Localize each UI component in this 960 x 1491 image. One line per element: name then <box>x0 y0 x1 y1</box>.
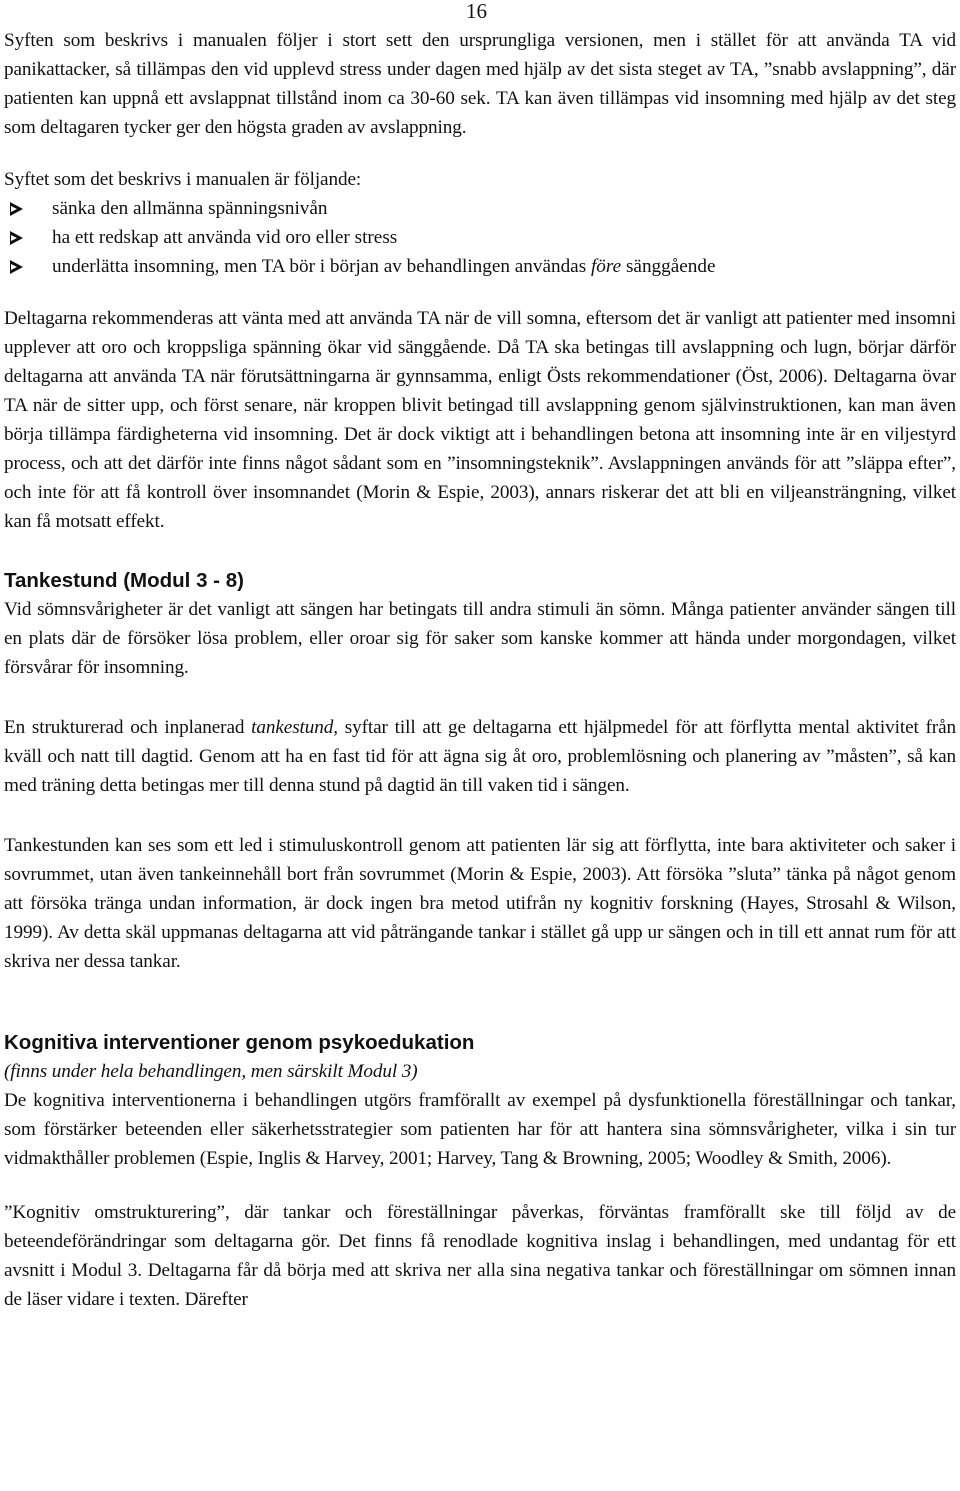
purpose-list <box>4 194 956 281</box>
subtitle-kognitiva: (finns under hela behandlingen, men särskilt Modul 3) <box>4 1061 418 1082</box>
paragraph-sleep-difficulties: Vid sömnsvårigheter är det vanligt att sängen har betingats till andra stimuli än sömn. Många patienter använder sängen till en plats där de försöker lösa problem, eller oroar sig för saker som kanske kommer att hända under morgondagen, vilket försvårar för insomning. <box>4 599 956 678</box>
paragraph-cognitive-interventions: De kognitiva interventionerna i behandlingen utgörs framförallt av exempel på dysfunktionella föreställningar och tankar, som förstärker beteenden eller säkerhetsstrategier som patienten har för att hantera sina sömnsvårigheter, vilka i sin tur vidmakthåller problemen (Espie, Inglis & Harvey, 2001; Harvey, Tang & Browning, 2005; Woodley & Smith, 2006). <box>4 1090 956 1169</box>
paragraph-ta-purpose: Syften som beskrivs i manualen följer i stort sett den ursprungliga versionen, men i stället för att använda TA vid panikattacker, så tillämpas den vid upplevd stress under dagen med hjälp av det sista steget av TA, ”snabb avslappning”, där patienten kan uppnå ett avslappnat tillstånd inom ca 30-60 sek. TA kan även tillämpas vid insomning med hjälp av det steg som deltagaren tycker ger den högsta graden av avslappning. <box>4 30 956 138</box>
document-body <box>4 26 956 1314</box>
arrow-bullet-icon <box>10 202 23 216</box>
list-intro: Syftet som det beskrivs i manualen är följande: <box>4 169 362 190</box>
paragraph-recommendation: Deltagarna rekommenderas att vänta med att använda TA när de vill somna, eftersom det är vanligt att patienter med insomni upplever att oro och kroppsliga spänning ökar vid sänggående. Då TA ska betingas till avslappning och lugn, börjar därför deltagarna att använda TA när förutsättningarna är gynnsamma, enligt Östs rekommendationer (Öst, 2006). Deltagarna övar TA när de sitter upp, och först senare, när kroppen blivit betingad till avslappning genom självinstruktionen, kan man även börja tillämpa färdigheterna vid insomning. Det är dock viktigt att i behandlingen betona att insomning inte är en viljestyrd process, och att det därför inte finns något sådant som en ”insomningsteknik”. Avslappningen används för att ”släppa efter”, och inte för att få kontroll över insomnandet (Morin & Espie, 2003), annars riskerar det att bli en viljeansträngning, vilket kan få motsatt effekt. <box>4 308 956 532</box>
page-number: 16 <box>466 0 487 23</box>
list-item: ha ett redskap att använda vid oro eller stress <box>4 223 956 252</box>
heading-tankestund: Tankestund (Modul 3 - 8) <box>4 569 244 592</box>
list-item: underlätta insomning, men TA bör i början av behandlingen användas före sänggående <box>4 252 956 281</box>
paragraph-cognitive-restructuring: ”Kognitiv omstrukturering”, där tankar och föreställningar påverkas, förväntas framförallt ske till följd av de beteendeförändringar som deltagarna gör. Det finns få renodlade kognitiva inslag i behandlingen, med undantag för ett avsnitt i Modul 3. Deltagarna får då börja med att skriva ner alla sina negativa tankar och föreställningar om sömnen innan de läser vidare i texten. Därefter <box>4 1202 956 1310</box>
arrow-bullet-icon <box>10 231 23 245</box>
arrow-bullet-icon <box>10 260 23 274</box>
paragraph-stimulus-control: Tankestunden kan ses som ett led i stimuluskontroll genom att patienten lär sig att förflytta, inte bara aktiviteter och saker i sovrummet, utan även tankeinnehåll bort från sovrummet (Morin & Espie, 2003). Att försöka ”sluta” tänka på något genom att försöka tränga undan information, är dock ingen bra metod utifrån ny kognitiv forskning (Hayes, Strosahl & Wilson, 1999). Av detta skäl uppmanas deltagarna att vid påträngande tankar i stället gå upp ur sängen och in till ett annat rum för att skriva ner dessa tankar. <box>4 835 956 972</box>
paragraph-structured-worry-time: En strukturerad och inplanerad tankestund, syftar till att ge deltagarna ett hjälpmedel för att förflytta mental aktivitet från kväll och natt till dagtid. Genom att ha en fast tid för att ägna sig åt oro, problemlösning och planering av ”måsten”, så kan med träning detta betingas mer till denna stund på dagtid än till vaken tid i sängen. <box>4 717 956 796</box>
list-item: sänka den allmänna spänningsnivån <box>4 194 956 223</box>
heading-kognitiva: Kognitiva interventioner genom psykoedukation <box>4 1031 475 1054</box>
